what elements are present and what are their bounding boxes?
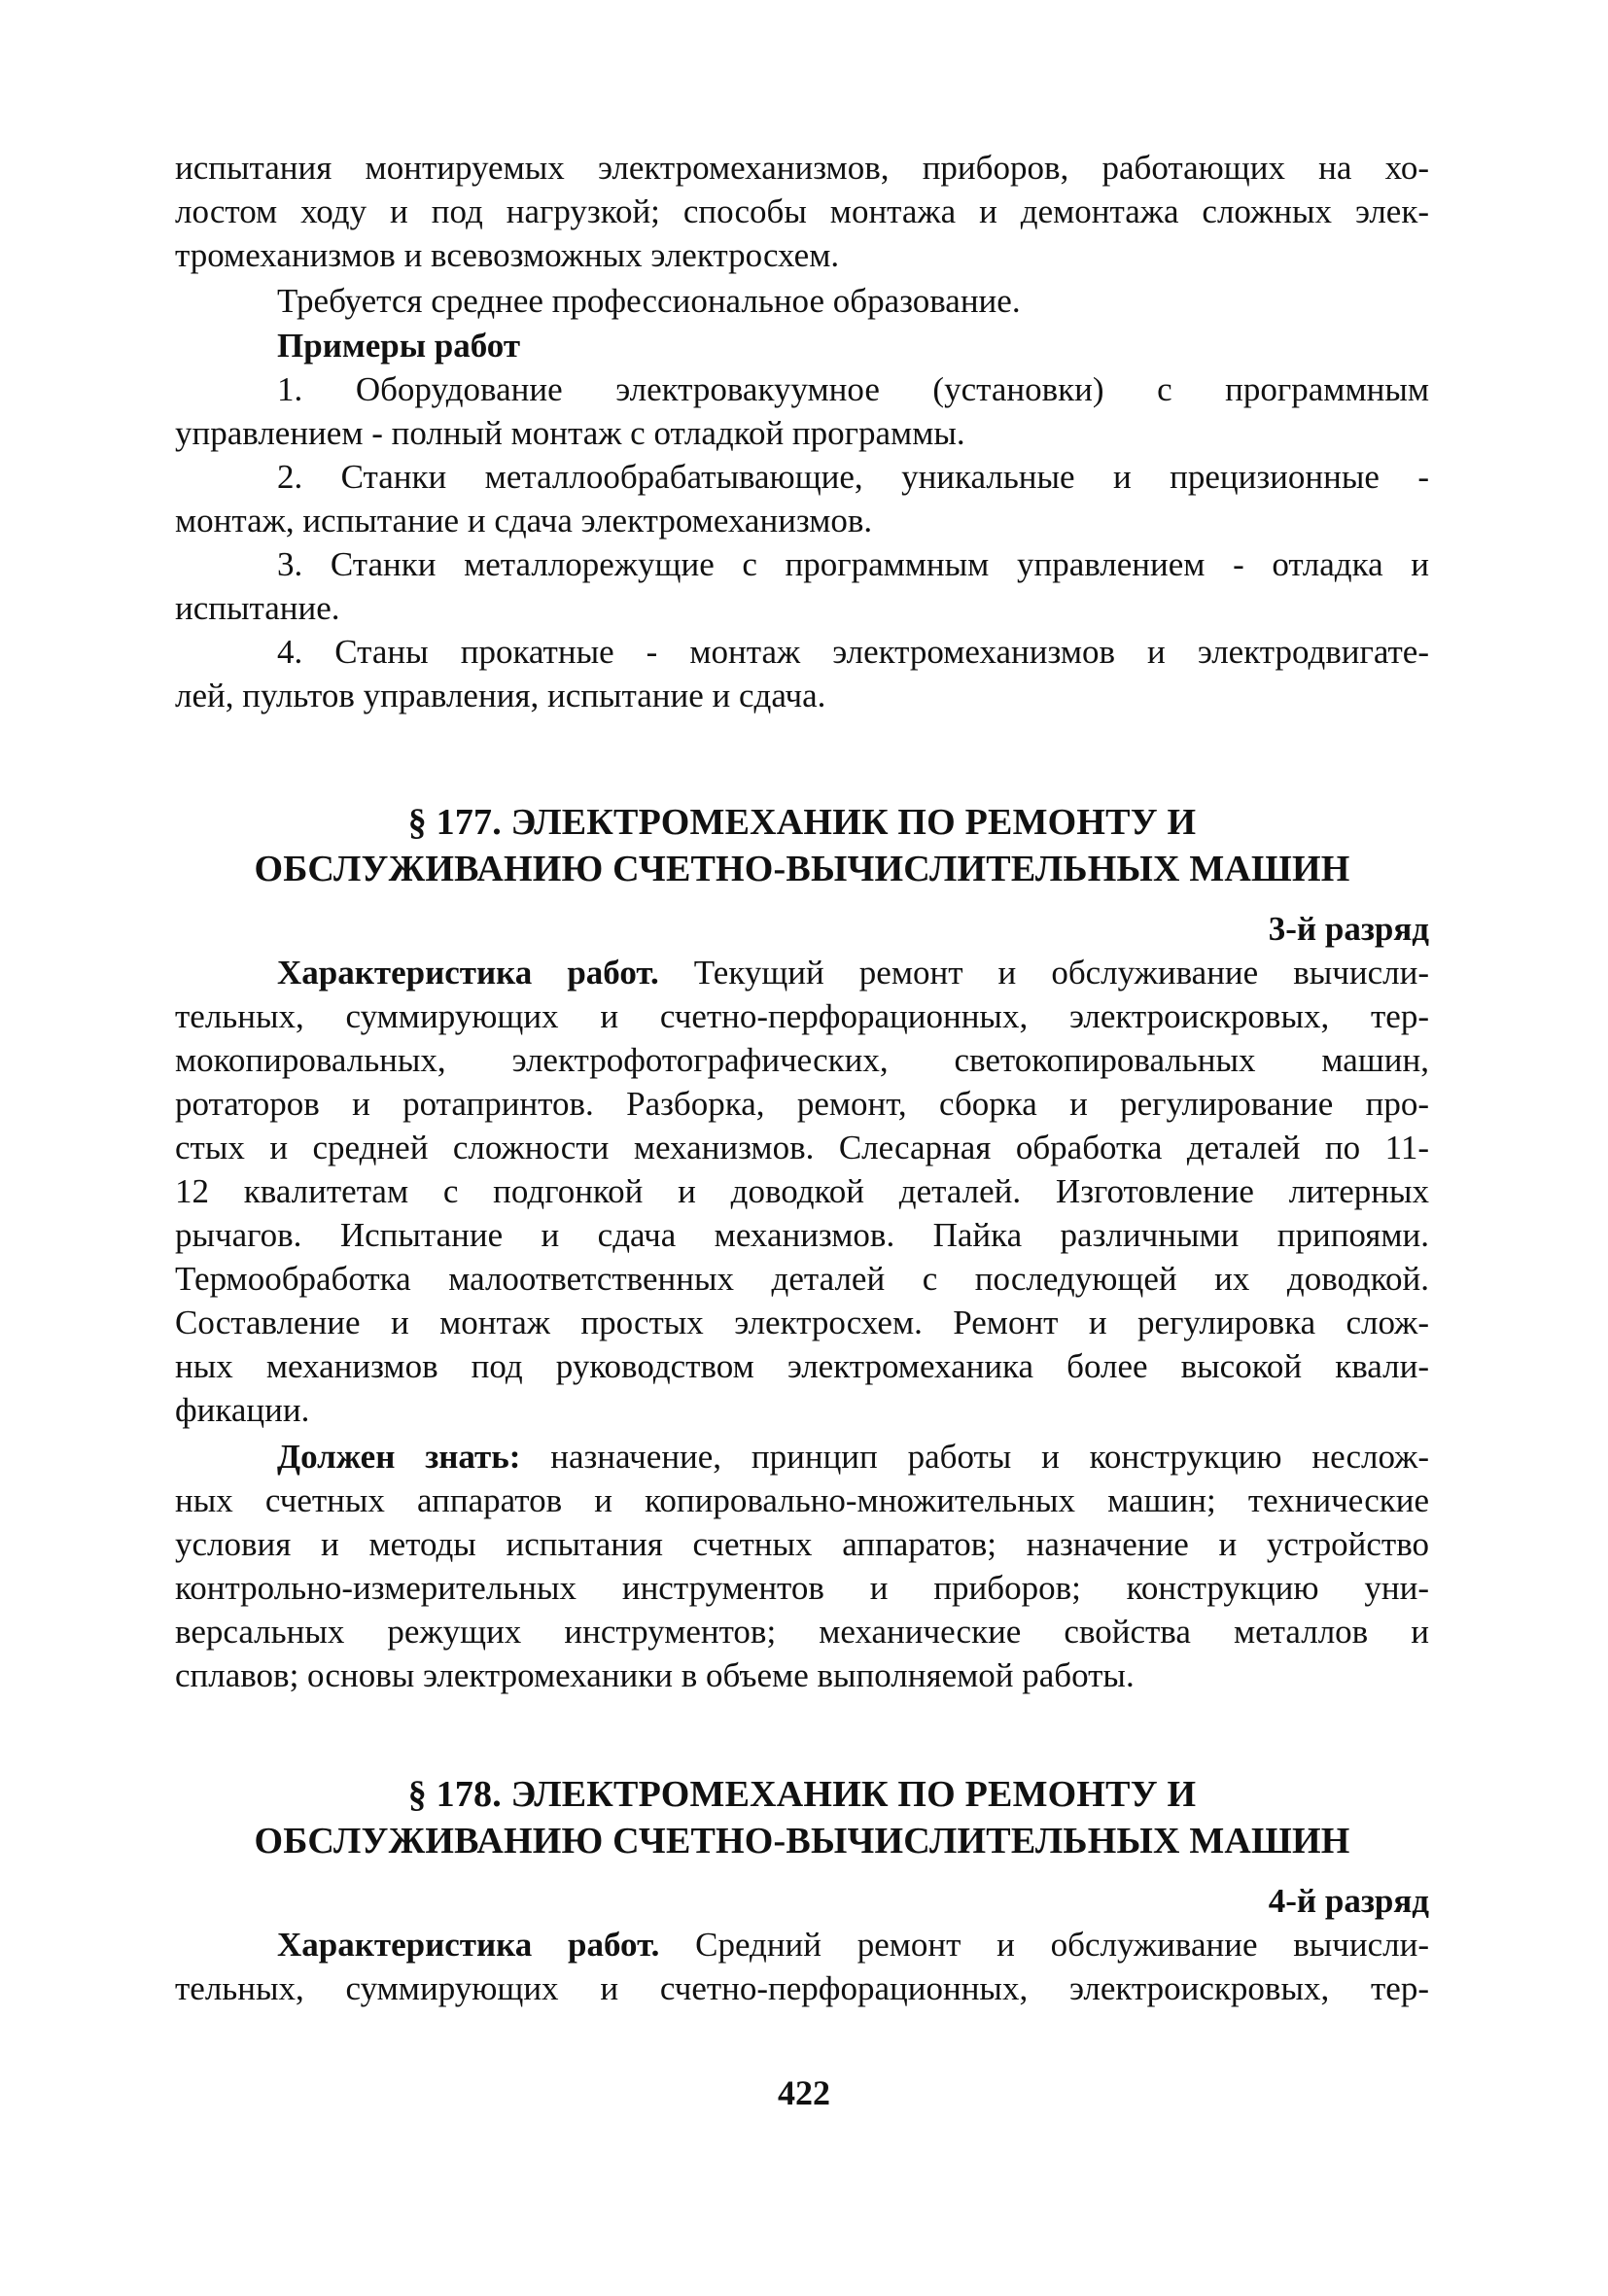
text-line: ных механизмов под руководством электромеханика более высокой квали-	[175, 1347, 1429, 1385]
text-line	[175, 1923, 1429, 1966]
work-label: Характеристика работ.	[277, 954, 659, 991]
work-first-text: Средний ремонт и обслуживание вычисли-	[659, 1926, 1429, 1964]
section-178-work	[175, 1923, 1429, 2010]
text-line: Требуется среднее профессиональное образование.	[277, 282, 1021, 320]
section-heading-line: § 177. ЭЛЕКТРОМЕХАНИК ПО РЕМОНТУ И	[407, 802, 1197, 843]
text-line: рычагов. Испытание и сдача механизмов. Пайка различными припоями.	[175, 1216, 1429, 1254]
section-heading-line: § 178. ЭЛЕКТРОМЕХАНИК ПО РЕМОНТУ И	[407, 1774, 1197, 1815]
text-line: сплавов; основы электромеханики в объеме выполняемой работы.	[175, 1656, 1135, 1694]
text-line	[175, 951, 1429, 994]
text-line	[175, 1435, 1429, 1478]
text-line: версальных режущих инструментов; механические свойства металлов и	[175, 1613, 1429, 1651]
section-heading-line: ОБСЛУЖИВАНИЮ СЧЕТНО-ВЫЧИСЛИТЕЛЬНЫХ МАШИН	[254, 849, 1350, 889]
section-heading-line: ОБСЛУЖИВАНИЮ СЧЕТНО-ВЫЧИСЛИТЕЛЬНЫХ МАШИН	[254, 1821, 1350, 1861]
text-line: условия и методы испытания счетных аппаратов; назначение и устройство	[175, 1525, 1429, 1563]
section-177-rank: 3-й разряд	[1268, 910, 1429, 948]
text-line: мокопировальных, электрофотографических, светокопировальных машин,	[175, 1041, 1429, 1079]
example-item: 3. Станки металлорежущие с программным управлением - отладка и	[277, 545, 1429, 583]
work-label: Характеристика работ.	[277, 1926, 660, 1964]
example-item-cont: лей, пультов управления, испытание и сдача.	[175, 677, 826, 714]
text-line: Термообработка малоответственных деталей с последующей их доводкой.	[175, 1260, 1429, 1298]
example-item: 1. Оборудование электровакуумное (установки) с программным	[277, 370, 1429, 408]
text-line: Составление и монтаж простых электросхем. Ремонт и регулировка слож-	[175, 1304, 1429, 1341]
work-first-text: Текущий ремонт и обслуживание вычисли-	[658, 954, 1429, 991]
examples-heading-text: Примеры работ	[277, 327, 521, 365]
text-line: испытания монтируемых электромеханизмов, приборов, работающих на хо-	[175, 149, 1429, 187]
example-item-cont: управлением - полный монтаж с отладкой программы.	[175, 414, 965, 452]
text-line: лостом ходу и под нагрузкой; способы монтажа и демонтажа сложных элек-	[175, 192, 1429, 230]
example-item: 2. Станки металлообрабатывающие, уникальные и прецизионные -	[277, 458, 1429, 496]
text-line: 12 квалитетам с подгонкой и доводкой деталей. Изготовление литерных	[175, 1172, 1429, 1210]
examples-list	[175, 367, 1429, 717]
text-line: ных счетных аппаратов и копировально-множительных машин; технические	[175, 1481, 1429, 1519]
section-177-heading	[175, 799, 1429, 892]
section-178-heading	[175, 1771, 1429, 1864]
know-label: Должен знать:	[277, 1438, 521, 1476]
text-line: стых и средней сложности механизмов. Слесарная обработка деталей по 11-	[175, 1129, 1429, 1166]
examples-heading	[175, 324, 1429, 367]
example-item-cont: монтаж, испытание и сдача электромеханизмов.	[175, 502, 873, 539]
section-177-work	[175, 951, 1429, 1432]
text-line: тельных, суммирующих и счетно-перфорационных, электроискровых, тер-	[175, 1969, 1429, 2007]
example-item: 4. Станы прокатные - монтаж электромеханизмов и электродвигате-	[277, 633, 1429, 671]
example-item-cont: испытание.	[175, 589, 340, 627]
text-line: тельных, суммирующих и счетно-перфорационных, электроискровых, тер-	[175, 997, 1429, 1035]
section-177-knowledge	[175, 1435, 1429, 1697]
intro-paragraph	[175, 146, 1429, 277]
know-first-text: назначение, принцип работы и конструкцию неслож-	[520, 1438, 1429, 1476]
text-line: ротаторов и ротапринтов. Разборка, ремонт, сборка и регулирование про-	[175, 1085, 1429, 1123]
education-requirement	[175, 279, 1429, 323]
text-line: тромеханизмов и всевозможных электросхем.	[175, 236, 840, 274]
text-line: фикации.	[175, 1391, 310, 1429]
text-line: контрольно-измерительных инструментов и приборов; конструкцию уни-	[175, 1569, 1429, 1607]
section-178-rank: 4-й разряд	[1268, 1882, 1429, 1920]
page-number: 422	[778, 2073, 830, 2112]
